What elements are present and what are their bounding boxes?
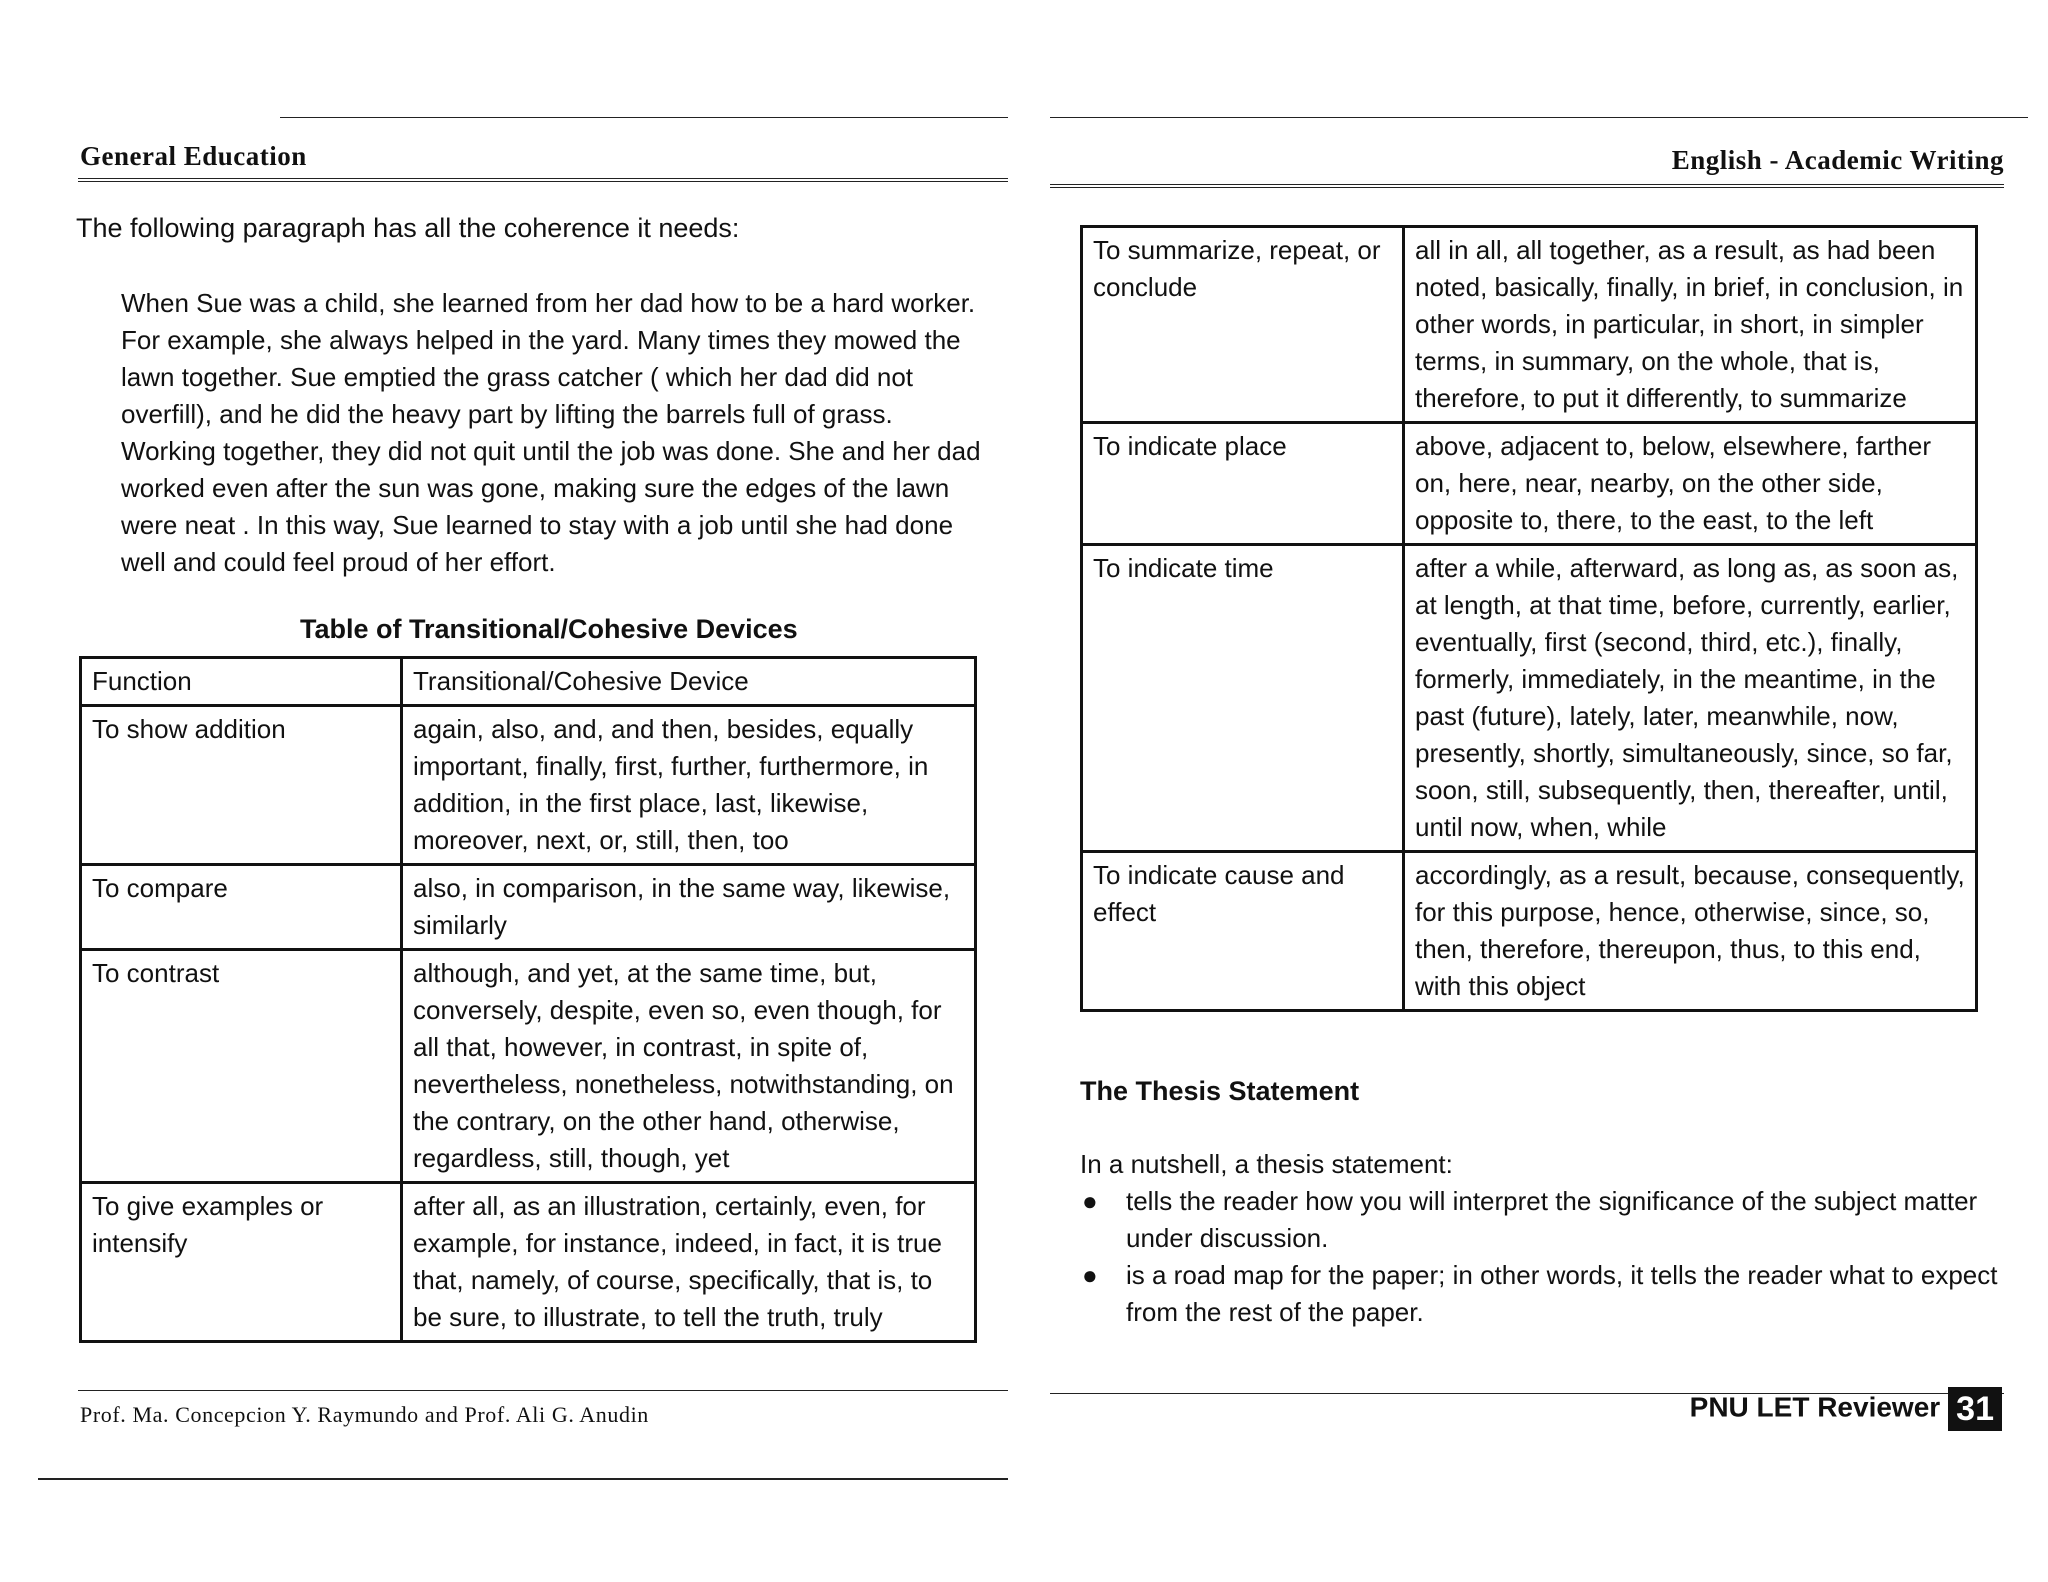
- transitional-devices-table: [79, 656, 977, 1343]
- devices-cell: also, in comparison, in the same way, likewise, similarly: [402, 865, 976, 950]
- header-cell-device: Transitional/Cohesive Device: [402, 658, 976, 706]
- function-cell: To indicate cause and effect: [1082, 852, 1404, 1011]
- function-cell: To give examples or intensify: [81, 1183, 402, 1342]
- function-cell: To contrast: [81, 950, 402, 1183]
- function-cell: To summarize, repeat, or conclude: [1082, 227, 1404, 423]
- list-item: [1080, 1257, 2002, 1331]
- devices-cell: after all, as an illustration, certainly, even, for example, for instance, indeed, in fact, it is true that, namely, of course, specifically, that is, to be sure, to illustrate, to tell the truth, truly: [402, 1183, 976, 1342]
- footer-brand: [1690, 1387, 2002, 1431]
- devices-cell: after a while, afterward, as long as, as soon as, at length, at that time, before, currently, earlier, eventually, first (second, third, etc.), finally, formerly, immediately, in the meantime, in the past (future), lately, later, meanwhile, now, presently, shortly, simultaneously, since, so far, soon, still, subsequently, then, thereafter, until, until now, when, while: [1404, 545, 1977, 852]
- table-title: Table of Transitional/Cohesive Devices: [300, 614, 798, 644]
- table-row: [81, 950, 976, 1183]
- footer-top-rule: [78, 1390, 1008, 1391]
- footer-brand-label: PNU LET Reviewer: [1689, 1391, 1941, 1423]
- table-row: [81, 1183, 976, 1342]
- list-item-text: tells the reader how you will interpret the significance of the subject matter under discussion.: [1126, 1186, 1978, 1253]
- running-header: General Education: [80, 141, 307, 171]
- list-item-text: is a road map for the paper; in other words, it tells the reader what to expect from the rest of the paper.: [1126, 1260, 1998, 1327]
- function-cell: To compare: [81, 865, 402, 950]
- transitional-devices-table-continued: [1080, 225, 1978, 1012]
- thesis-bullet-list: [1080, 1183, 2002, 1331]
- table-row: [1082, 852, 1977, 1011]
- header-top-rule: [1050, 117, 2028, 118]
- table-row: [81, 865, 976, 950]
- section-heading: The Thesis Statement: [1080, 1076, 1360, 1106]
- section-intro: In a nutshell, a thesis statement:: [1080, 1149, 1453, 1179]
- devices-cell: above, adjacent to, below, elsewhere, farther on, here, near, nearby, on the other side, opposite to, there, to the east, to the left: [1404, 423, 1977, 545]
- intro-line: The following paragraph has all the coherence it needs:: [76, 213, 740, 243]
- header-bottom-rule: [78, 178, 1008, 182]
- table-row: [1082, 423, 1977, 545]
- bullet-icon: ●: [1082, 1186, 1098, 1216]
- page-number: 31: [1948, 1387, 2002, 1431]
- table-row: [1082, 545, 1977, 852]
- table-header-row: [81, 658, 976, 706]
- devices-cell: again, also, and, and then, besides, equally important, finally, first, further, furthermore, in addition, in the first place, last, likewise, moreover, next, or, still, then, too: [402, 706, 976, 865]
- header-cell-function: Function: [81, 658, 402, 706]
- footer-bottom-rule: [38, 1478, 1008, 1480]
- running-footer-authors: Prof. Ma. Concepcion Y. Raymundo and Prof. Ali G. Anudin: [80, 1402, 649, 1427]
- bullet-icon: ●: [1082, 1260, 1098, 1290]
- running-header: English - Academic Writing: [1671, 145, 2004, 175]
- function-cell: To show addition: [81, 706, 402, 865]
- example-paragraph: When Sue was a child, she learned from her dad how to be a hard worker. For example, she always helped in the yard. Many times they mowed the lawn together. Sue emptied the grass catcher ( which her dad did not overfill), and he did the heavy part by lifting the barrels full of grass. Working together, they did not quit until the job was done. She and her dad worked even after the sun was gone, making sure the edges of the lawn were neat . In this way, Sue learned to stay with a job until she had done well and could feel proud of her effort.: [121, 288, 981, 577]
- devices-cell: although, and yet, at the same time, but, conversely, despite, even so, even though, for all that, however, in contrast, in spite of, nevertheless, nonetheless, notwithstanding, on the contrary, on the other hand, otherwise, regardless, still, though, yet: [402, 950, 976, 1183]
- function-cell: To indicate time: [1082, 545, 1404, 852]
- devices-cell: all in all, all together, as a result, as had been noted, basically, finally, in brief, in conclusion, in other words, in particular, in short, in simpler terms, in summary, on the whole, that is, therefore, to put it differently, to summarize: [1404, 227, 1977, 423]
- header-bottom-rule: [1050, 184, 2004, 188]
- function-cell: To indicate place: [1082, 423, 1404, 545]
- devices-cell: accordingly, as a result, because, consequently, for this purpose, hence, otherwise, since, so, then, therefore, thereupon, thus, to this end, with this object: [1404, 852, 1977, 1011]
- table-row: [1082, 227, 1977, 423]
- list-item: [1080, 1183, 2002, 1257]
- right-page: [1024, 0, 2048, 1582]
- table-row: [81, 706, 976, 865]
- header-top-rule: [280, 117, 1008, 118]
